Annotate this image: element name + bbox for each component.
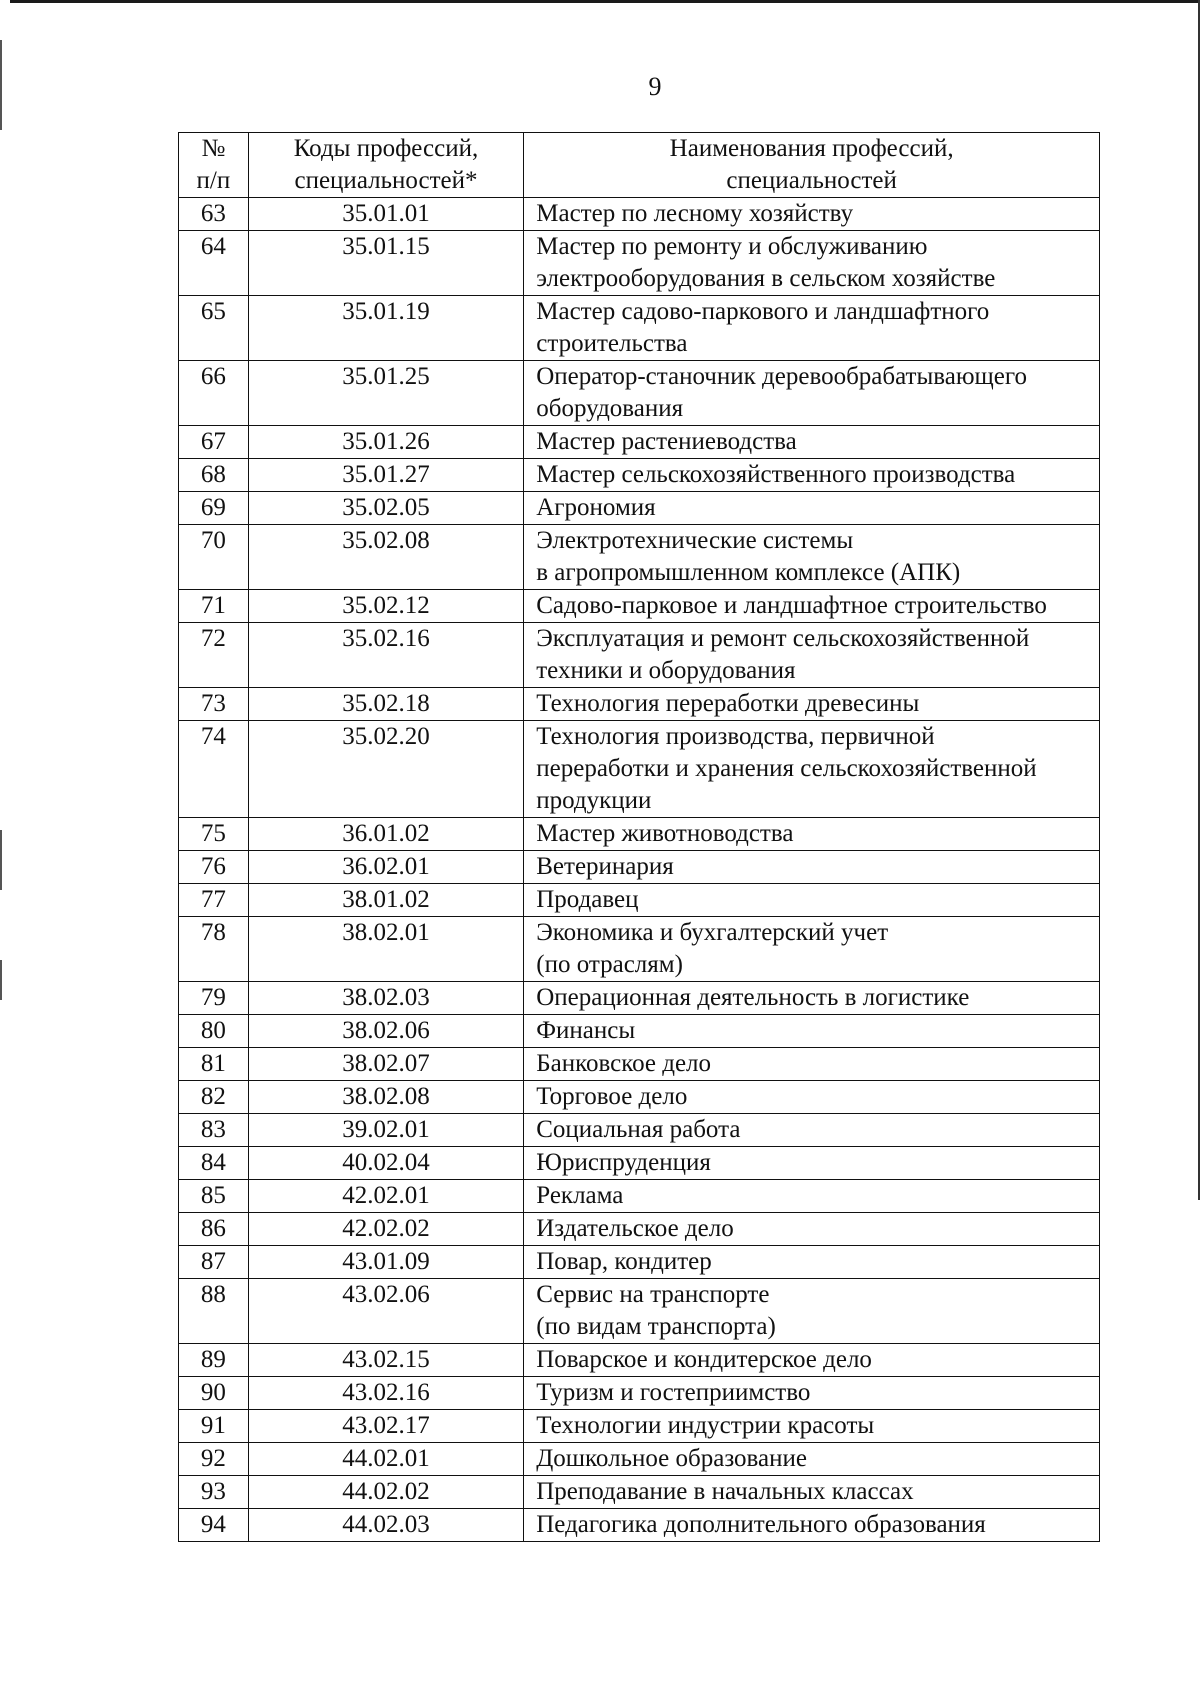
row-number: 92 — [179, 1443, 249, 1476]
profession-code: 43.02.17 — [248, 1410, 524, 1443]
profession-name — [524, 818, 1100, 851]
table-row — [179, 1443, 1100, 1476]
profession-code: 35.01.15 — [248, 231, 524, 296]
table-header-row — [179, 133, 1100, 198]
table-row — [179, 688, 1100, 721]
profession-code: 44.02.03 — [248, 1509, 524, 1542]
profession-name-line: Операционная деятельность в логистике — [536, 984, 970, 1011]
profession-name-line: Технология переработки древесины — [536, 690, 920, 717]
row-number: 89 — [179, 1344, 249, 1377]
header-name — [524, 133, 1100, 198]
row-number: 77 — [179, 884, 249, 917]
profession-name-line: Туризм и гостеприимство — [536, 1379, 811, 1406]
profession-name-line: Мастер по ремонту и обслуживанию — [536, 233, 928, 260]
profession-name-line: переработки и хранения сельскохозяйственной — [536, 755, 1037, 782]
profession-name-line: Технологии индустрии красоты — [536, 1412, 875, 1439]
profession-name — [524, 851, 1100, 884]
profession-code: 39.02.01 — [248, 1114, 524, 1147]
profession-name-line: Повар, кондитер — [536, 1248, 712, 1275]
profession-name — [524, 1279, 1100, 1344]
row-number: 84 — [179, 1147, 249, 1180]
profession-name — [524, 623, 1100, 688]
profession-name-line: Мастер растениеводства — [536, 428, 797, 455]
profession-name — [524, 982, 1100, 1015]
table-row — [179, 1344, 1100, 1377]
profession-name — [524, 1048, 1100, 1081]
scan-tick — [0, 830, 2, 890]
profession-name-line: Торговое дело — [536, 1083, 688, 1110]
row-number: 80 — [179, 1015, 249, 1048]
profession-name-line: Социальная работа — [536, 1116, 741, 1143]
header-num-line: № — [201, 135, 226, 162]
profession-name — [524, 884, 1100, 917]
profession-name — [524, 721, 1100, 818]
row-number: 78 — [179, 917, 249, 982]
table-row — [179, 459, 1100, 492]
row-number: 86 — [179, 1213, 249, 1246]
row-number: 88 — [179, 1279, 249, 1344]
profession-name — [524, 198, 1100, 231]
profession-name-line: продукции — [536, 787, 652, 814]
header-code-line: специальностей* — [294, 167, 478, 194]
profession-code: 35.02.08 — [248, 525, 524, 590]
profession-code: 43.02.06 — [248, 1279, 524, 1344]
row-number: 64 — [179, 231, 249, 296]
profession-name — [524, 426, 1100, 459]
profession-code: 38.02.06 — [248, 1015, 524, 1048]
row-number: 69 — [179, 492, 249, 525]
profession-code: 38.01.02 — [248, 884, 524, 917]
profession-name-line: Сервис на транспорте — [536, 1281, 770, 1308]
table-row — [179, 1180, 1100, 1213]
profession-name-line: Реклама — [536, 1182, 624, 1209]
table-row — [179, 1279, 1100, 1344]
scan-edge-top — [10, 0, 1200, 3]
profession-code: 35.02.16 — [248, 623, 524, 688]
profession-name-line: Электротехнические системы — [536, 527, 854, 554]
table-row — [179, 1410, 1100, 1443]
profession-code: 35.01.27 — [248, 459, 524, 492]
profession-name — [524, 1410, 1100, 1443]
header-num — [179, 133, 249, 198]
profession-name — [524, 1377, 1100, 1410]
table-row — [179, 198, 1100, 231]
table-row — [179, 296, 1100, 361]
table-row — [179, 525, 1100, 590]
profession-name — [524, 1081, 1100, 1114]
profession-name — [524, 1213, 1100, 1246]
profession-name — [524, 1443, 1100, 1476]
profession-name-line: Финансы — [536, 1017, 636, 1044]
table-row — [179, 361, 1100, 426]
profession-name-line: Мастер по лесному хозяйству — [536, 200, 854, 227]
table-row — [179, 1377, 1100, 1410]
profession-name — [524, 525, 1100, 590]
table-row — [179, 590, 1100, 623]
profession-name — [524, 459, 1100, 492]
profession-name-line: оборудования — [536, 395, 684, 422]
row-number: 72 — [179, 623, 249, 688]
table-row — [179, 884, 1100, 917]
table-row — [179, 1081, 1100, 1114]
row-number: 79 — [179, 982, 249, 1015]
header-code-line: Коды профессий, — [293, 135, 479, 162]
row-number: 68 — [179, 459, 249, 492]
profession-name — [524, 1114, 1100, 1147]
profession-code: 43.02.16 — [248, 1377, 524, 1410]
profession-name-line: (по видам транспорта) — [536, 1313, 776, 1340]
table-row — [179, 426, 1100, 459]
profession-code: 38.02.08 — [248, 1081, 524, 1114]
row-number: 66 — [179, 361, 249, 426]
profession-name-line: Продавец — [536, 886, 639, 913]
profession-name — [524, 590, 1100, 623]
row-number: 73 — [179, 688, 249, 721]
profession-code: 35.01.01 — [248, 198, 524, 231]
profession-name — [524, 1476, 1100, 1509]
profession-code: 35.01.26 — [248, 426, 524, 459]
profession-name-line: (по отраслям) — [536, 951, 683, 978]
profession-code: 38.02.01 — [248, 917, 524, 982]
row-number: 67 — [179, 426, 249, 459]
table-row — [179, 1147, 1100, 1180]
profession-code: 42.02.02 — [248, 1213, 524, 1246]
profession-name-line: Дошкольное образование — [536, 1445, 807, 1472]
profession-name — [524, 1180, 1100, 1213]
profession-name — [524, 1509, 1100, 1542]
table-row — [179, 231, 1100, 296]
profession-name-line: Юриспруденция — [536, 1149, 711, 1176]
profession-code: 38.02.07 — [248, 1048, 524, 1081]
profession-name-line: строительства — [536, 330, 688, 357]
row-number: 83 — [179, 1114, 249, 1147]
profession-code: 36.02.01 — [248, 851, 524, 884]
profession-name — [524, 492, 1100, 525]
table-row — [179, 1114, 1100, 1147]
profession-code: 40.02.04 — [248, 1147, 524, 1180]
profession-name-line: Эксплуатация и ремонт сельскохозяйственной — [536, 625, 1030, 652]
profession-name-line: Банковское дело — [536, 1050, 712, 1077]
row-number: 90 — [179, 1377, 249, 1410]
profession-name-line: Оператор-станочник деревообрабатывающего — [536, 363, 1028, 390]
row-number: 94 — [179, 1509, 249, 1542]
table-row — [179, 917, 1100, 982]
header-name-line: специальностей — [726, 167, 897, 194]
row-number: 82 — [179, 1081, 249, 1114]
profession-name — [524, 1246, 1100, 1279]
professions-table — [178, 132, 1100, 1542]
profession-name-line: Технология производства, первичной — [536, 723, 935, 750]
row-number: 76 — [179, 851, 249, 884]
header-code — [248, 133, 524, 198]
table-row — [179, 1015, 1100, 1048]
row-number: 87 — [179, 1246, 249, 1279]
profession-name-line: Педагогика дополнительного образования — [536, 1511, 986, 1538]
row-number: 63 — [179, 198, 249, 231]
profession-name-line: Садово-парковое и ландшафтное строительство — [536, 592, 1047, 619]
profession-name-line: Поварское и кондитерское дело — [536, 1346, 872, 1373]
profession-name — [524, 296, 1100, 361]
profession-code: 44.02.02 — [248, 1476, 524, 1509]
profession-code: 35.02.12 — [248, 590, 524, 623]
profession-code: 35.02.20 — [248, 721, 524, 818]
profession-name-line: Экономика и бухгалтерский учет — [536, 919, 889, 946]
profession-code: 44.02.01 — [248, 1443, 524, 1476]
header-name-line: Наименования профессий, — [669, 135, 954, 162]
profession-name-line: Издательское дело — [536, 1215, 734, 1242]
header-num-line: п/п — [196, 167, 231, 194]
profession-name-line: Преподавание в начальных классах — [536, 1478, 914, 1505]
profession-code: 35.02.18 — [248, 688, 524, 721]
profession-name — [524, 688, 1100, 721]
profession-code: 35.01.19 — [248, 296, 524, 361]
table-row — [179, 1048, 1100, 1081]
profession-name — [524, 1147, 1100, 1180]
profession-name — [524, 917, 1100, 982]
row-number: 71 — [179, 590, 249, 623]
profession-code: 42.02.01 — [248, 1180, 524, 1213]
profession-name — [524, 361, 1100, 426]
profession-name-line: Ветеринария — [536, 853, 674, 880]
table-row — [179, 492, 1100, 525]
profession-name — [524, 231, 1100, 296]
row-number: 75 — [179, 818, 249, 851]
profession-name-line: Мастер сельскохозяйственного производства — [536, 461, 1016, 488]
table-row — [179, 623, 1100, 688]
table-row — [179, 1246, 1100, 1279]
profession-code: 38.02.03 — [248, 982, 524, 1015]
profession-code: 36.01.02 — [248, 818, 524, 851]
scan-tick — [0, 960, 2, 1000]
row-number: 81 — [179, 1048, 249, 1081]
table-row — [179, 982, 1100, 1015]
table-row — [179, 851, 1100, 884]
row-number: 85 — [179, 1180, 249, 1213]
row-number: 93 — [179, 1476, 249, 1509]
profession-code: 35.01.25 — [248, 361, 524, 426]
table-row — [179, 818, 1100, 851]
profession-name-line: электрооборудования в сельском хозяйстве — [536, 265, 996, 292]
profession-name-line: в агропромышленном комплексе (АПК) — [536, 559, 961, 586]
table-row — [179, 721, 1100, 818]
profession-code: 43.02.15 — [248, 1344, 524, 1377]
row-number: 70 — [179, 525, 249, 590]
table-row — [179, 1509, 1100, 1542]
profession-code: 43.01.09 — [248, 1246, 524, 1279]
row-number: 65 — [179, 296, 249, 361]
profession-name-line: Мастер животноводства — [536, 820, 794, 847]
profession-name-line: техники и оборудования — [536, 657, 796, 684]
page-number: 9 — [648, 72, 662, 101]
profession-name — [524, 1344, 1100, 1377]
row-number: 91 — [179, 1410, 249, 1443]
profession-name-line: Агрономия — [536, 494, 656, 521]
table-row — [179, 1476, 1100, 1509]
profession-code: 35.02.05 — [248, 492, 524, 525]
row-number: 74 — [179, 721, 249, 818]
table-row — [179, 1213, 1100, 1246]
profession-name — [524, 1015, 1100, 1048]
table-body — [179, 198, 1100, 1542]
profession-name-line: Мастер садово-паркового и ландшафтного — [536, 298, 990, 325]
